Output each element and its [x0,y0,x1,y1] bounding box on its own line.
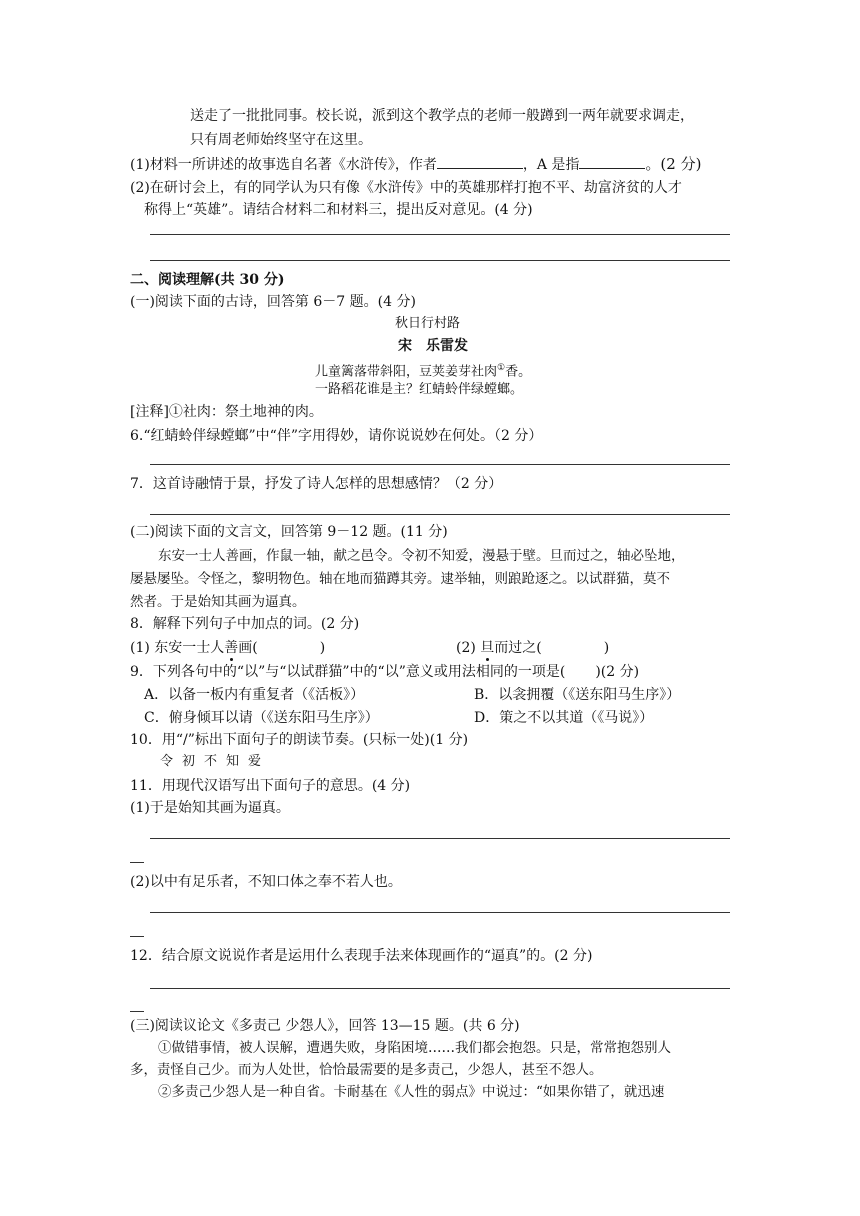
q8-2-text-b: 而过之( [494,640,542,656]
answer-line-tail [130,862,144,863]
note-marker: ① [497,363,506,373]
option-c: C．俯身倾耳以请（《送东阳马生序》） [144,710,379,726]
option-a: A．以备一板内有重复者（《活板》） [144,687,365,703]
a-refers-blank[interactable] [579,154,645,169]
author-blank[interactable] [437,154,523,169]
poem-line-1b: 香。 [505,364,532,380]
question-6: 6.“红蜻蛉伴绿螳螂”中“伴”字用得妙，请你说说妙在何处。（2 分） [130,428,543,444]
question-11-item-2: (2)以中有足乐者，不知口体之奉不若人也。 [130,874,402,890]
answer-line[interactable] [150,514,730,515]
question-7: 7．这首诗融情于景，抒发了诗人怎样的思想感情？（2 分） [130,476,503,492]
essay-intro: (三)阅读议论文《多责己 少怨人》，回答 13—15 题。(共 6 分) [130,1018,520,1034]
option-b: B．以衾拥覆（《送东阳马生序》） [474,687,681,703]
poem-line-1 [315,358,531,382]
rhythm-sentence[interactable]: 令初不知爱 [160,754,271,769]
question-1-text-b: ，A 是指 [522,157,580,173]
question-12: 12．结合原文说说作者是运用什么表现手法来体现画作的“逼真”的。(2 分) [130,948,593,964]
answer-line[interactable] [150,464,730,465]
essay-paragraph-1-line-1: ①做错事情，被人误解，遭遇失败，身陷困境……我们都会抱怨。只是，常常抱怨别人 [158,1040,671,1056]
classical-intro: (二)阅读下面的文言文，回答第 9－12 题。(11 分) [130,524,448,540]
question-11: 11．用现代汉语写出下面句子的意思。(4 分) [130,778,411,794]
material-line-1: 送走了一批批同事。校长说，派到这个教学点的老师一般蹲到一两年就要求调走， [190,108,694,124]
answer-line[interactable] [150,838,730,839]
q8-1-text: (1) 东安一士人 [130,640,225,656]
answer-line-tail [130,1011,144,1012]
question-8: 8．解释下列句子中加点的词。(2 分) [130,616,360,632]
question-11-item-1: (1)于是始知其画为逼真。 [130,800,290,816]
q8-2-close: ) [603,640,610,656]
answer-line[interactable] [150,234,730,235]
classical-paragraph-line-1: 东安一士人善画，作鼠一轴，献之邑令。令初不知爱，漫悬于壁。旦而过之，轴必坠地， [158,548,685,564]
q8-1-text-b: 画( [238,640,258,656]
poem-title: 秋日行村路 [395,316,461,331]
dotted-word-shan: 善 [224,640,239,656]
question-9-text: 9．下列各句中的“以”与“以试群猫”中的“以”意义或用法相同的一项是( [130,664,566,680]
classical-paragraph-line-3: 然者。于是始知其画为逼真。 [130,594,306,610]
answer-line[interactable] [150,988,730,989]
question-1-text-a: (1)材料一所讲述的故事选自名著《水浒传》，作者 [130,157,437,173]
question-1 [130,154,701,175]
poem-line-1a: 儿童篱落带斜阳，豆荚姜芽社肉 [315,364,498,380]
essay-paragraph-2-line-1: ②多责己少怨人是一种自省。卡耐基在《人性的弱点》中说过：“如果你错了，就迅速 [158,1084,665,1100]
question-10: 10．用“/”标出下面句子的朗读节奏。(只标一处)(1 分) [130,732,469,748]
answer-line[interactable] [150,260,730,261]
essay-paragraph-1-line-2: 多，责怪自己少。而为人处世，恰恰最需要的是多责己，少怨人，甚至不怨人。 [130,1062,603,1078]
classical-paragraph-line-2: 屡悬屡坠。令怪之，黎明物色。轴在地而猫蹲其旁。逮举轴，则踉跄逐之。以试群猫，莫不 [130,571,670,587]
question-9-score: )(2 分) [595,664,640,680]
poem-intro: (一)阅读下面的古诗，回答第 6－7 题。(4 分) [130,294,416,310]
q8-1-close: ) [319,640,326,656]
poem-line-2: 一路稻花谁是主？红蜻蛉伴绿螳螂。 [315,382,524,397]
question-1-score: 。(2 分) [645,155,702,173]
option-d: D．策之不以其道（《马说》） [474,710,654,726]
question-2-line-1: (2)在研讨会上，有的同学认为只有像《水浒传》中的英雄那样打抱不平、劫富济贫的人才 [130,180,682,196]
material-line-2: 只有周老师始终坚守在这里。 [190,132,372,148]
question-9 [130,662,639,682]
poem-note: [注释]①社肉：祭土地神的肉。 [130,404,323,420]
question-8-item-1 [130,638,325,658]
question-8-item-2 [456,638,609,658]
question-2-line-2: 称得上“英雄”。请结合材料二和材料三，提出反对意见。(4 分) [144,202,533,218]
answer-line[interactable] [150,912,730,913]
answer-line-tail [130,936,144,937]
poem-author: 宋 乐雷发 [398,338,468,354]
section-2-title: 二、阅读理解(共 30 分) [130,272,285,288]
dotted-word-dan: 旦 [480,640,495,656]
q8-2-text: (2) [456,640,481,656]
